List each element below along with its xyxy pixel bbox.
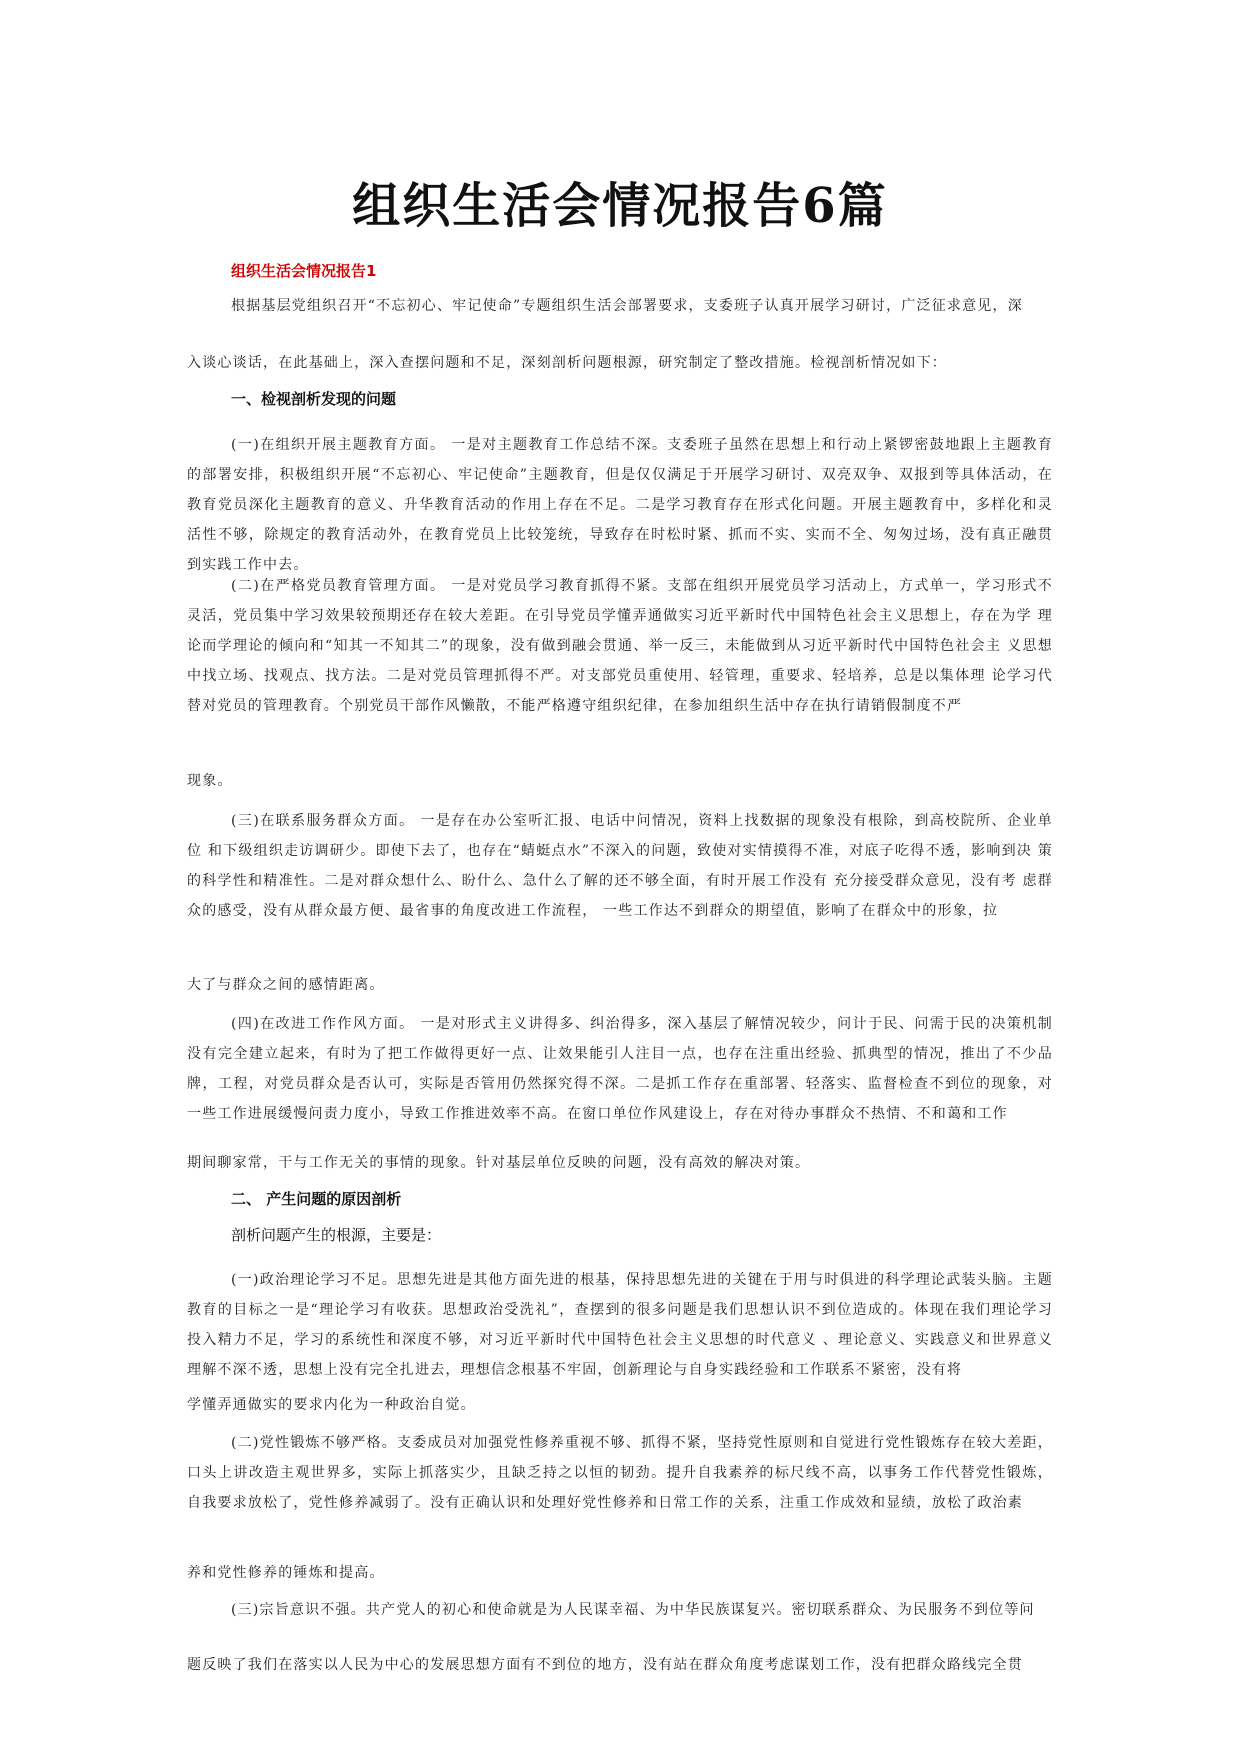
section-2-lead: 剖析问题产生的根源，主要是： [231, 1226, 442, 1244]
paragraph-1: (一)在组织开展主题教育方面。 一是对主题教育工作总结不深。支委班子虽然在思想上和行动上紧锣密鼓地跟上主题教育的部署安排，积极组织开展“不忘初心、牢记使命”主题教育，但是仅仅满足于开展学习研讨、双亮双争、双报到等具体活动，在教育党员深化主题教育的意义、升华教育活动的作用上存在不足。二是学习教育存在形式化问题。开展主题教育中，多样化和灵活性不够，除规定的教育活动外，在教育党员上比较笼统，导致存在时松时紧、抓而不实、实而不全、匆匆过场，没有真正融贯到实践工作中去。 [187, 437, 1053, 573]
section-2-heading: 二、 产生问题的原因剖析 [231, 1190, 402, 1208]
paragraph-6: (二)党性锻炼不够严格。支委成员对加强党性修养重视不够、抓得不紧，坚持党性原则和自觉进行党性锻炼存在较大差距， 口头上讲改造主观世界多，实际上抓落实少，且缺乏持之以恒的韧劲。提升自我素养的标尺线不高，以事务工作代替党性锻炼， 自我要求放松了，党性修养减弱了。没有正确认识和处理好党性修养和日常工作的关系，注重工作成效和显绩，放松了政治素 [187, 1435, 1053, 1511]
report-subtitle: 组织生活会情况报告1 [231, 262, 377, 280]
document-title: 组织生活会情况报告6篇 [352, 178, 888, 234]
paragraph-5-end: 学懂弄通做实的要求内化为一种政治自觉。 [187, 1397, 476, 1413]
paragraph-4-end: 期间聊家常，干与工作无关的事情的现象。针对基层单位反映的问题，没有高效的解决对策。 [187, 1155, 811, 1171]
paragraph-2-end: 现象。 [187, 773, 233, 789]
paragraph-3-end: 大了与群众之间的感情距离。 [187, 977, 385, 993]
paragraph-3: (三)在联系服务群众方面。 一是存在办公室听汇报、电话中问情况，资料上找数据的现象没有根除，到高校院所、企业单位 和下级组织走访调研少。即使下去了，也存在“蜻蜓点水”不深入的问题，致使对实情摸得不准，对底子吃得不透，影响到决 策的科学性和精准性。二是对群众想什么、盼什么、急什么了解的还不够全面，有时开展工作没有 充分接受群众意见，没有考 虑群众的感受，没有从群众最方便、最省事的角度改进工作流程， 一些工作达不到群众的期望值，影响了在群众中的形象，拉 [187, 813, 1053, 919]
intro-line-1: 根据基层党组织召开“不忘初心、牢记使命”专题组织生活会部署要求，支委班子认真开展学习研讨，广泛征求意见，深 [231, 298, 1023, 314]
paragraph-7-end: 题反映了我们在落实以人民为中心的发展思想方面有不到位的地方，没有站在群众角度考虑谋划工作，没有把群众路线完全贯 [187, 1657, 1023, 1673]
paragraph-6-end: 养和党性修养的锤炼和提高。 [187, 1565, 385, 1581]
paragraph-4: (四)在改进工作作风方面。 一是对形式主义讲得多、纠治得多，深入基层了解情况较少，问计于民、问需于民的决策机制没有完全建立起来，有时为了把工作做得更好一点、让效果能引人注目一点，也存在注重出经验、抓典型的情况，推出了不少品牌，工程，对党员群众是否认可，实际是否管用仍然探究得不深。二是抓工作存在重部署、轻落实、监督检查不到位的现象，对一些工作进展缓慢问责力度小，导致工作推进效率不高。在窗口单位作风建设上，存在对待办事群众不热情、不和蔼和工作 [187, 1016, 1053, 1122]
paragraph-5: (一)政治理论学习不足。思想先进是其他方面先进的根基，保持思想先进的关键在于用与时俱进的科学理论武装头脑。主题教育的目标之一是“理论学习有收获。思想政治受洗礼”，查摆到的很多问题是我们思想认识不到位造成的。体现在我们理论学习投入精力不足，学习的系统性和深度不够，对习近平新时代中国特色社会主义思想的时代意义 、理论意义、实践意义和世界意义理解不深不透，思想上没有完全扎进去，理想信念根基不牢固，创新理论与自身实践经验和工作联系不紧密，没有将 [187, 1272, 1053, 1378]
paragraph-7: (三)宗旨意识不强。共产党人的初心和使命就是为人民谋幸福、为中华民族谋复兴。密切联系群众、为民服务不到位等问 [231, 1602, 1035, 1618]
intro-line-2: 入谈心谈话，在此基础上，深入查摆问题和不足，深刻剖析问题根源，研究制定了整改措施。检视剖析情况如下： [187, 355, 947, 371]
paragraph-2: (二)在严格党员教育管理方面。 一是对党员学习教育抓得不紧。支部在组织开展党员学习活动上，方式单一，学习形式不 灵活，党员集中学习效果较预期还存在较大差距。在引导党员学懂弄通做实习近平新时代中国特色社会主义思想上，存在为学 理论而学理论的倾向和“知其一不知其二”的现象，没有做到融会贯通、举一反三，未能做到从习近平新时代中国特色社会主 义思想中找立场、找观点、找方法。二是对党员管理抓得不严。对支部党员重使用、轻管理，重要求、轻培养，总是以集体理 论学习代替对党员的管理教育。个别党员干部作风懒散，不能严格遵守组织纪律，在参加组织生活中存在执行请销假制度不严 [187, 578, 1053, 714]
section-1-heading: 一、检视剖析发现的问题 [231, 390, 397, 408]
